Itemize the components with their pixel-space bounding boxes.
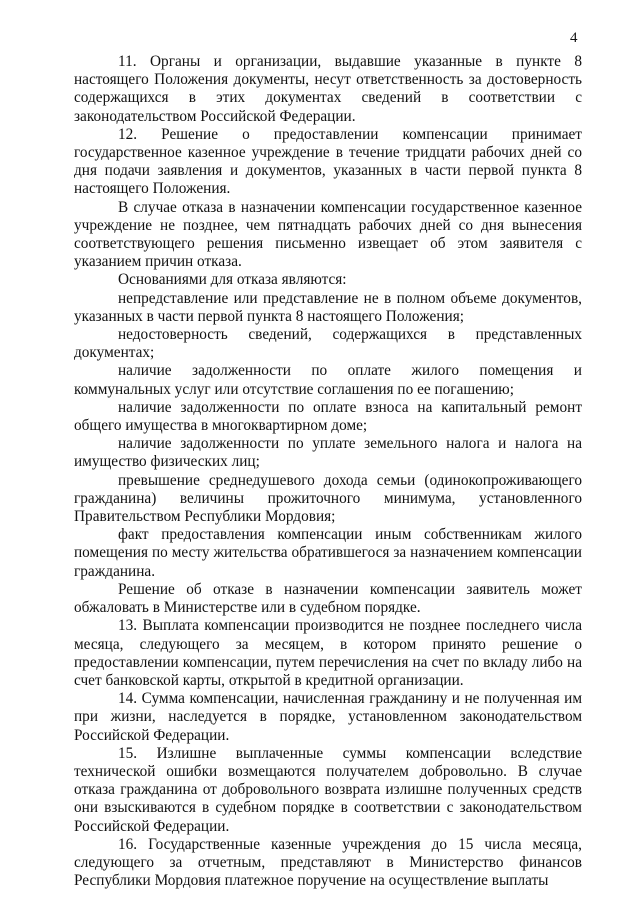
paragraph-16: 16. Государственные казенные учреждения до 15 числа месяца, следующего за отчетным, представляют в Министерство финансов Республики Мордовия платежное поручение на осуществление выплаты [74,835,582,890]
refusal-ground-item: недостоверность сведений, содержащихся в представленных документах; [74,326,582,362]
paragraph-13: 13. Выплата компенсации производится не позднее последнего числа месяца, следующего за месяцем, в котором принято решение о предоставлении компенсации, путем перечисления на счет по вкладу либо на счет банковской карты, открытой в кредитной организации. [74,617,582,689]
paragraph-12: 12. Решение о предоставлении компенсации принимает государственное казенное учреждение в течение тридцати рабочих дней со дня подачи заявления и документов, указанных в части первой пункта 8 настоящего Положения. [74,125,582,198]
paragraph-14: 14. Сумма компенсации, начисленная гражданину и не полученная им при жизни, наследуется в порядке, установленном законодательством Российской Федерации. [74,690,582,744]
refusal-ground-item: непредставление или представление не в полном объеме документов, указанных в части первой пункта 8 настоящего Положения; [74,289,582,325]
refusal-ground-item: наличие задолженности по уплате земельного налога и налога на имущество физических лиц; [74,435,582,471]
paragraph-appeal: Решение об отказе в назначении компенсации заявитель может обжаловать в Министерстве или в судебном порядке. [74,580,582,617]
page-number: 4 [570,30,578,46]
paragraph-refusal-grounds-heading: Основаниями для отказа являются: [118,271,347,289]
refusal-ground-item: наличие задолженности по оплате жилого помещения и коммунальных услуг или отсутствие соглашения по ее погашению; [74,362,582,398]
refusal-ground-item: факт предоставления компенсации иным собственникам жилого помещения по месту жительства обратившегося за назначением компенсации гражданина. [74,526,582,580]
paragraph-refusal-notice: В случае отказа в назначении компенсации государственное казенное учреждение не позднее, чем пятнадцать рабочих дней со дня вынесения соответствующего решения письменно извещает об этом заявителя с указанием причин отказа. [74,198,582,271]
document-body [74,53,582,890]
refusal-ground-item: наличие задолженности по оплате взноса на капитальный ремонт общего имущества в многоквартирном доме; [74,398,582,435]
paragraph-11: 11. Органы и организации, выдавшие указанные в пункте 8 настоящего Положения документы, несут ответственность за достоверность содержащихся в этих документах сведений в соответствии с законодательством Российской Федерации. [74,53,582,125]
paragraph-15: 15. Излишне выплаченные суммы компенсации вследствие технической ошибки возмещаются получателем добровольно. В случае отказа гражданина от добровольного возврата излишне полученных средств они взыскиваются в судебном порядке в соответствии с законодательством Российской Федерации. [74,744,582,835]
refusal-ground-item: превышение среднедушевого дохода семьи (одинокопроживающего гражданина) величины прожиточного минимума, установленного Правительством Республики Мордовия; [74,471,582,526]
